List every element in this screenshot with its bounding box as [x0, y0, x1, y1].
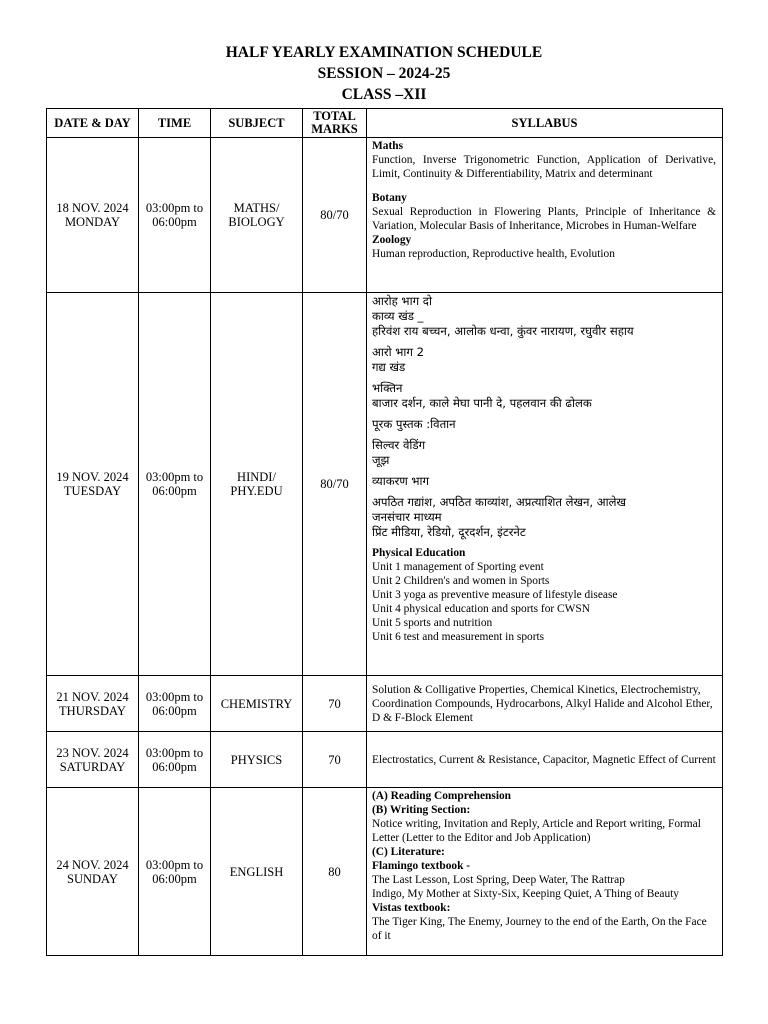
exam-date: 19 NOV. 2024	[56, 470, 129, 484]
syllabus-text: Unit 3 yoga as preventive measure of lifestyle disease	[372, 589, 618, 601]
table-row	[47, 732, 723, 788]
syllabus-text: भक्तिन	[372, 381, 403, 395]
time-cell: 03:00pm to 06:00pm	[139, 138, 211, 293]
marks-cell: 80/70	[303, 293, 367, 676]
syllabus-text: The Last Lesson, Lost Spring, Deep Water, The Rattrap	[372, 874, 625, 886]
subject-cell: CHEMISTRY	[211, 676, 303, 732]
syllabus-heading: Flamingo textbook -	[372, 860, 471, 872]
syllabus-text: सिल्वर वेडिंग	[372, 438, 426, 452]
time-cell: 03:00pm to 06:00pm	[139, 293, 211, 676]
exam-day: SUNDAY	[67, 871, 118, 886]
exam-day: MONDAY	[64, 215, 121, 229]
subject-cell: ENGLISH	[211, 788, 303, 956]
date-day-cell	[47, 138, 139, 293]
marks-cell: 80	[303, 788, 367, 956]
session-label: SESSION – 2024-25	[317, 65, 451, 82]
syllabus-text: The Tiger King, The Enemy, Journey to the end of the Earth, On the Face of it	[372, 916, 707, 942]
marks-cell: 70	[303, 732, 367, 788]
exam-date: 21 NOV. 2024	[56, 689, 129, 704]
syllabus-heading: (B) Writing Section:	[372, 804, 471, 816]
marks-cell: 80/70	[303, 138, 367, 293]
subject-cell: HINDI/ PHY.EDU	[211, 293, 303, 676]
syllabus-heading: Zoology	[372, 234, 412, 246]
table-row	[47, 138, 723, 293]
syllabus-heading: Botany	[372, 192, 407, 204]
syllabus-text: Unit 5 sports and nutrition	[372, 617, 493, 629]
syllabus-heading: (C) Literature:	[372, 846, 445, 858]
column-header-syllabus: SYLLABUS	[367, 109, 723, 138]
syllabus-text: व्याकरण भाग	[372, 474, 430, 488]
exam-date: 23 NOV. 2024	[56, 745, 129, 760]
syllabus-text: Notice writing, Invitation and Reply, Article and Report writing, Formal Letter (Letter to the Editor and Job Application)	[372, 818, 701, 844]
syllabus-text: Electrostatics, Current & Resistance, Capacitor, Magnetic Effect of Current	[372, 753, 716, 766]
syllabus-heading: Maths	[372, 140, 404, 152]
exam-date: 18 NOV. 2024	[56, 201, 129, 215]
marks-cell: 70	[303, 676, 367, 732]
date-day-cell	[47, 293, 139, 676]
syllabus-text: Indigo, My Mother at Sixty-Six, Keeping Quiet, A Thing of Beauty	[372, 888, 679, 900]
syllabus-cell	[367, 788, 723, 956]
syllabus-text: अपठित गद्यांश, अपठित काव्यांश, अप्रत्याशित लेखन, आलेख	[372, 495, 626, 509]
syllabus-text: जूझ	[372, 453, 390, 467]
syllabus-text: Unit 1 management of Sporting event	[372, 561, 544, 573]
column-header-time: TIME	[139, 109, 211, 138]
column-header-date-day: DATE & DAY	[47, 109, 139, 138]
table-row	[47, 293, 723, 676]
exam-schedule-table	[46, 108, 723, 956]
column-header-subject: SUBJECT	[211, 109, 303, 138]
table-row	[47, 788, 723, 956]
exam-day: SATURDAY	[59, 759, 126, 774]
syllabus-text: Sexual Reproduction in Flowering Plants, Principle of Inheritance & Variation, Molecular Basis of Inheritance, Microbes in Human-Welfare	[372, 206, 716, 232]
time-cell: 03:00pm to 06:00pm	[139, 676, 211, 732]
syllabus-text: Unit 6 test and measurement in sports	[372, 631, 545, 643]
date-day-cell	[47, 788, 139, 956]
syllabus-text: Unit 4 physical education and sports for CWSN	[372, 603, 590, 615]
syllabus-heading: Vistas textbook:	[372, 902, 451, 914]
syllabus-text: जनसंचार माध्यम	[372, 510, 442, 524]
date-day-cell	[47, 732, 139, 788]
syllabus-text: आरोह भाग दो	[372, 294, 432, 308]
subject-cell: PHYSICS	[211, 732, 303, 788]
syllabus-text: पूरक पुस्तक :वितान	[372, 417, 456, 431]
subject-cell: MATHS/ BIOLOGY	[211, 138, 303, 293]
class-label: CLASS –XII	[341, 86, 427, 103]
exam-day: THURSDAY	[59, 703, 126, 718]
time-cell: 03:00pm to 06:00pm	[139, 732, 211, 788]
document-header	[0, 42, 768, 105]
syllabus-cell	[367, 293, 723, 676]
table-row	[47, 676, 723, 732]
exam-date: 24 NOV. 2024	[56, 857, 129, 872]
syllabus-text: Unit 2 Children's and women in Sports	[372, 575, 550, 587]
syllabus-heading: Physical Education	[372, 547, 466, 559]
syllabus-cell	[367, 676, 723, 732]
syllabus-cell	[367, 732, 723, 788]
syllabus-text: आरो भाग 2	[372, 345, 425, 359]
syllabus-text: Function, Inverse Trigonometric Function, Application of Derivative, Limit, Continuity & Differentiability, Matrix and determinant	[372, 154, 716, 180]
syllabus-text: बाजार दर्शन, काले मेघा पानी दे, पहलवान की ढोलक	[372, 396, 592, 410]
syllabus-heading: (A) Reading Comprehension	[372, 790, 512, 802]
syllabus-text: प्रिंट मीडिया, रेडियो, दूरदर्शन, इंटरनेट	[372, 525, 526, 539]
column-header-total-marks: TOTAL MARKS	[303, 109, 367, 138]
syllabus-cell	[367, 138, 723, 293]
date-day-cell	[47, 676, 139, 732]
syllabus-text: गद्य खंड	[372, 360, 406, 374]
exam-day: TUESDAY	[63, 484, 122, 498]
syllabus-text: हरिवंश राय बच्चन, आलोक धन्वा, कुंवर नारायण, रघुवीर सहाय	[372, 324, 634, 338]
time-cell: 03:00pm to 06:00pm	[139, 788, 211, 956]
document-title: HALF YEARLY EXAMINATION SCHEDULE	[225, 44, 543, 61]
table-header-row	[47, 109, 723, 138]
syllabus-text: काव्य खंड _	[372, 309, 424, 323]
syllabus-text: Human reproduction, Reproductive health, Evolution	[372, 248, 615, 260]
syllabus-text: Solution & Colligative Properties, Chemical Kinetics, Electrochemistry, Coordination Compounds, Hydrocarbons, Alkyl Halide and Alcohol Ether, D & F-Block Element	[372, 683, 713, 724]
